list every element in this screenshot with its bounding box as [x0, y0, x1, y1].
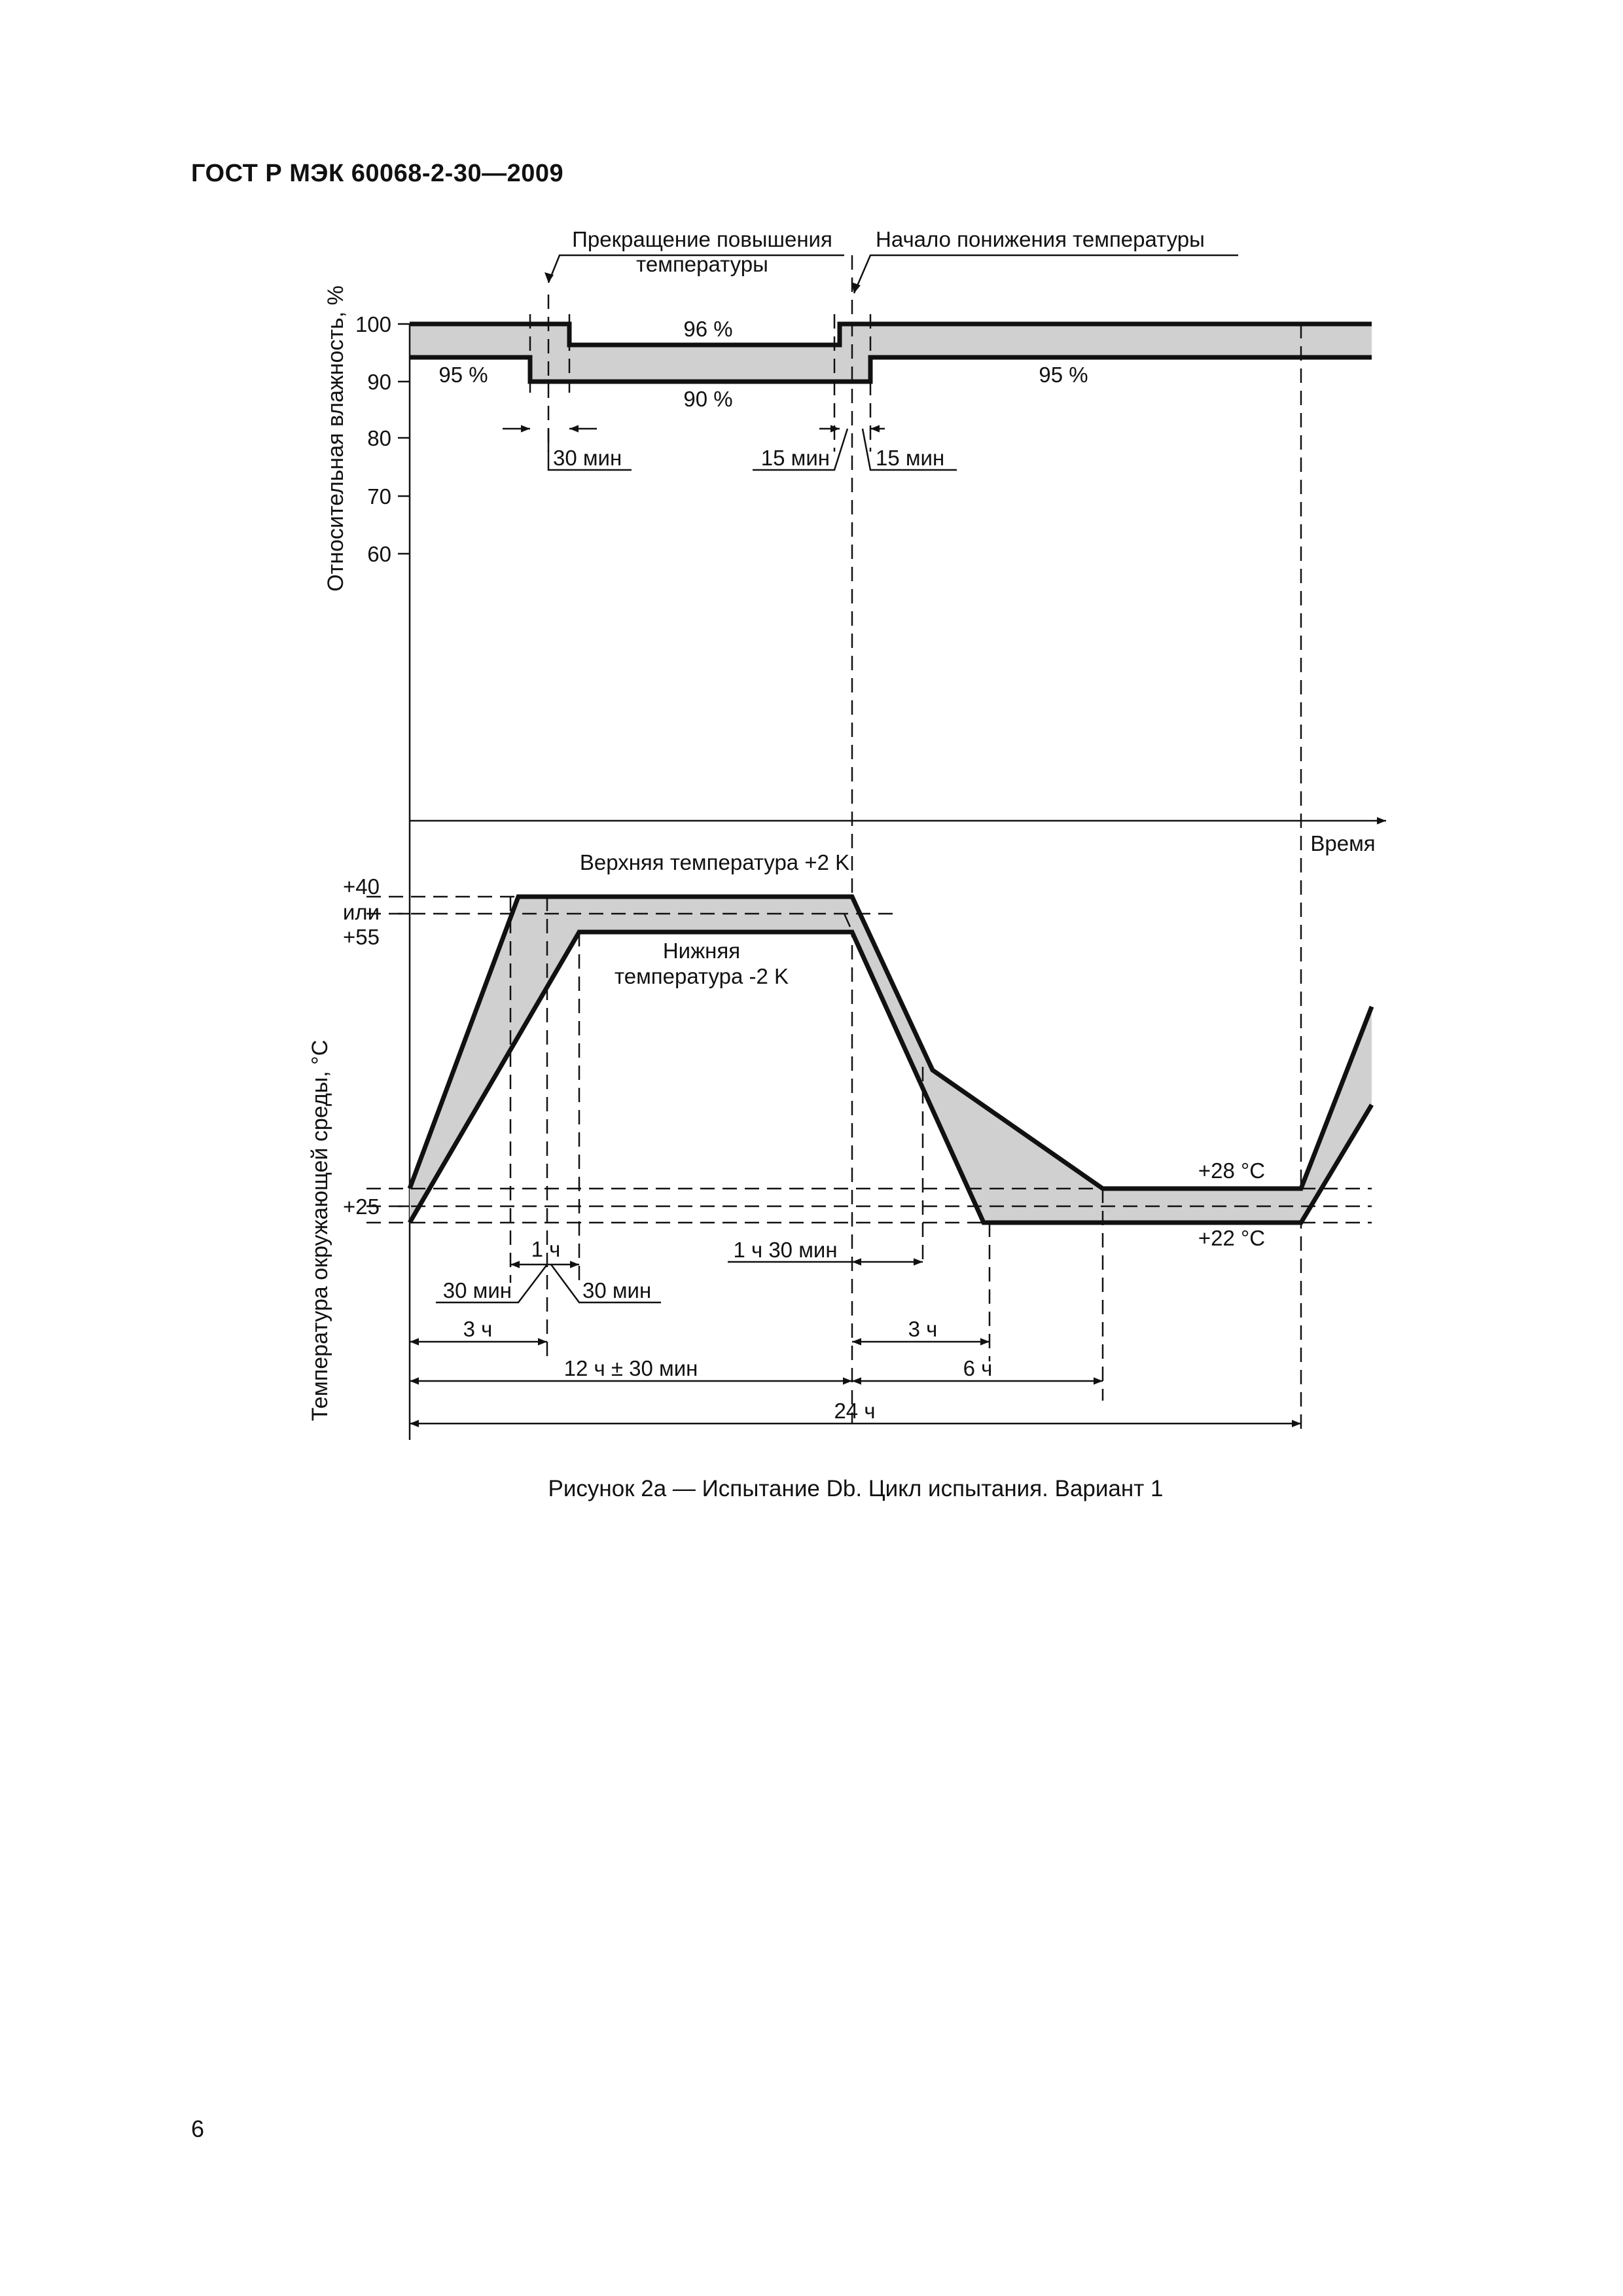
humidity-axis-title: Относительная влажность, %	[323, 285, 348, 592]
temperature-panel	[308, 821, 1372, 1440]
dim-3h-right: 3 ч	[908, 1317, 938, 1341]
humidity-band	[410, 324, 1372, 382]
temperature-tick-40: +40	[343, 874, 380, 899]
humidity-panel	[323, 227, 1372, 821]
lower-temperature-label-2: температура -2 K	[615, 964, 789, 988]
page-number: 6	[191, 2115, 205, 2142]
lower-temperature-label: Нижняя	[662, 939, 741, 963]
dim-30min-right: 30 мин	[582, 1278, 652, 1302]
callout-start-cooling-label: Начало понижения температуры	[876, 227, 1205, 251]
dim-24h: 24 ч	[834, 1399, 876, 1423]
humidity-95-left-label: 95 %	[438, 363, 488, 387]
upper-temperature-label: Верхняя температура +2 K	[579, 850, 850, 874]
dim-6h: 6 ч	[963, 1356, 993, 1380]
figure-caption: Рисунок 2а — Испытание Db. Цикл испытания. Вариант 1	[548, 1476, 1164, 1501]
humidity-tick-label: 60	[367, 542, 391, 566]
humidity-y-ticks	[355, 312, 410, 566]
dim-30min-left: 30 мин	[442, 1278, 512, 1302]
dim-3h-left: 3 ч	[463, 1317, 493, 1341]
callout-start-cooling-leader	[854, 255, 1238, 293]
document-header: ГОСТ Р МЭК 60068-2-30—2009	[191, 160, 564, 187]
dim-15min-left: 15 мин	[760, 446, 830, 470]
dim-30min-humidity: 30 мин	[553, 446, 622, 470]
dim-1h: 1 ч	[531, 1237, 561, 1261]
callout-stop-rise-label: Прекращение повышения	[572, 227, 832, 251]
humidity-90-label: 90 %	[683, 387, 733, 411]
humidity-tick-label: 90	[367, 370, 391, 394]
temperature-tick-or: или	[342, 900, 380, 924]
dim-12h: 12 ч ± 30 мин	[563, 1356, 698, 1380]
humidity-95-right-label: 95 %	[1039, 363, 1088, 387]
humidity-tick-label: 70	[367, 484, 391, 509]
temperature-axis-title: Температура окружающей среды, °C	[308, 1039, 332, 1422]
callout-stop-rise-label-2: температуры	[636, 252, 768, 276]
humidity-96-label: 96 %	[683, 317, 733, 341]
dim-1h30: 1 ч 30 мин	[733, 1238, 838, 1262]
humidity-tick-label: 80	[367, 426, 391, 450]
dim-15min-right: 15 мин	[876, 446, 945, 470]
time-axis	[410, 821, 1386, 855]
time-axis-label: Время	[1310, 831, 1376, 855]
humidity-tick-label: 100	[355, 312, 391, 336]
temperature-tick-55: +55	[343, 925, 380, 949]
plus28-label: +28 °C	[1198, 1158, 1266, 1183]
temperature-tick-25: +25	[343, 1194, 380, 1219]
plus22-label: +22 °C	[1198, 1226, 1266, 1250]
